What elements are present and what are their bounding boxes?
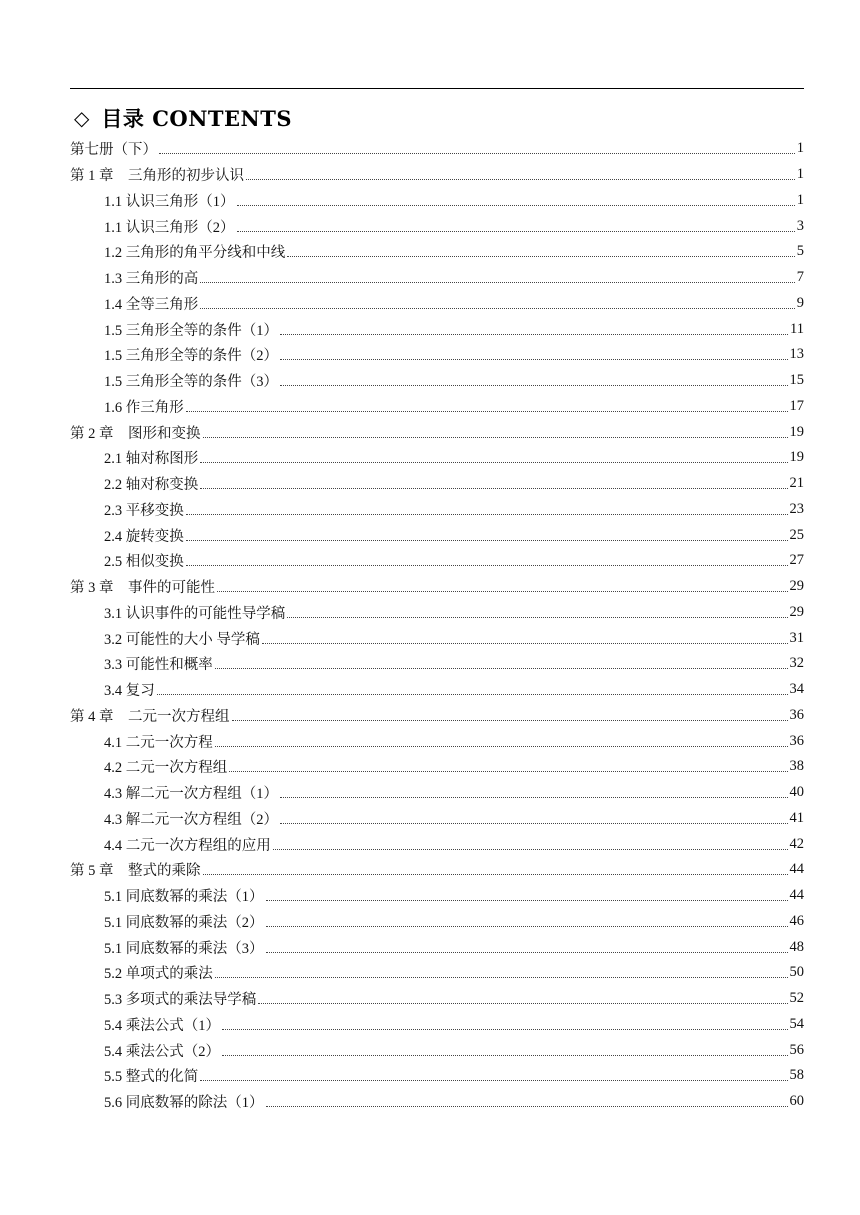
dot-leader	[215, 668, 788, 669]
toc-section-entry[interactable]	[70, 471, 804, 497]
toc-page-number: 38	[789, 758, 804, 775]
toc-page-number: 11	[790, 320, 804, 337]
toc-entry-label: 3.2 可能性的大小 导学稿	[104, 631, 260, 648]
toc-entry-label: 4.2 二元一次方程组	[104, 760, 228, 777]
toc-entry-label: 第 2 章 图形和变换	[70, 425, 201, 442]
toc-entry-label: 1.2 三角形的角平分线和中线	[104, 245, 286, 262]
toc-page-number: 52	[789, 990, 804, 1007]
toc-page-number: 3	[796, 217, 804, 234]
dot-leader	[203, 437, 788, 438]
toc-section-entry[interactable]	[70, 342, 804, 368]
dot-leader	[266, 926, 788, 927]
toc-section-entry[interactable]	[70, 960, 804, 986]
dot-leader	[215, 977, 788, 978]
toc-section-entry[interactable]	[70, 986, 804, 1012]
dot-leader	[200, 1080, 787, 1081]
toc-page-number: 1	[796, 140, 804, 157]
toc-page-number: 29	[789, 578, 804, 595]
diamond-icon: ◇	[74, 106, 90, 130]
toc-section-entry[interactable]	[70, 728, 804, 754]
dot-leader	[258, 1003, 787, 1004]
dot-leader	[266, 1106, 788, 1107]
toc-section-entry[interactable]	[70, 265, 804, 291]
toc-page-number: 58	[789, 1067, 804, 1084]
toc-section-entry[interactable]	[70, 1012, 804, 1038]
toc-section-entry[interactable]	[70, 368, 804, 394]
toc-page-number: 1	[796, 166, 804, 183]
toc-page-number: 44	[789, 887, 804, 904]
dot-leader	[217, 591, 788, 592]
toc-entry-label: 第 1 章 三角形的初步认识	[70, 168, 244, 185]
toc-entry-label: 5.1 同底数幂的乘法（2）	[104, 914, 264, 931]
toc-page-number: 60	[789, 1093, 804, 1110]
toc-page-number: 36	[789, 706, 804, 723]
toc-page-number: 32	[789, 655, 804, 672]
toc-page-number: 41	[789, 809, 804, 826]
toc-entry-label: 1.5 三角形全等的条件（1）	[104, 322, 278, 339]
top-rule	[70, 88, 804, 89]
toc-page-number: 13	[789, 346, 804, 363]
toc-page-number: 46	[789, 912, 804, 929]
dot-leader	[280, 359, 788, 360]
toc-entry-label: 5.5 整式的化简	[104, 1069, 199, 1086]
dot-leader	[157, 694, 788, 695]
toc-section-entry[interactable]	[70, 600, 804, 626]
toc-entry-label: 第 3 章 事件的可能性	[70, 580, 215, 597]
dot-leader	[266, 900, 788, 901]
toc-entry-label: 2.1 轴对称图形	[104, 451, 199, 468]
toc-entry-label: 3.4 复习	[104, 683, 155, 700]
toc-entry-label: 5.6 同底数幂的除法（1）	[104, 1095, 264, 1112]
toc-entry-label: 1.1 认识三角形（2）	[104, 219, 235, 236]
dot-leader	[203, 874, 788, 875]
toc-page-number: 56	[789, 1041, 804, 1058]
toc-entry-label: 第 4 章 二元一次方程组	[70, 708, 230, 725]
toc-page-number: 36	[789, 732, 804, 749]
toc-entry-label: 5.1 同底数幂的乘法（3）	[104, 940, 264, 957]
dot-leader	[237, 205, 795, 206]
toc-section-entry[interactable]	[70, 291, 804, 317]
toc-entry-label: 2.2 轴对称变换	[104, 477, 199, 494]
toc-entry-label: 1.4 全等三角形	[104, 296, 199, 313]
toc-page-number: 1	[796, 191, 804, 208]
toc-page-number: 34	[789, 681, 804, 698]
toc-page-number: 31	[789, 629, 804, 646]
toc-entry-label: 4.3 解二元一次方程组（1）	[104, 786, 278, 803]
dot-leader	[266, 952, 788, 953]
dot-leader	[159, 153, 795, 154]
toc-section-entry[interactable]	[70, 909, 804, 935]
toc-page-number: 17	[789, 397, 804, 414]
dot-leader	[186, 565, 788, 566]
toc-section-entry[interactable]	[70, 213, 804, 239]
toc-entry-label: 5.1 同底数幂的乘法（1）	[104, 889, 264, 906]
toc-page-number: 9	[796, 294, 804, 311]
toc-page-number: 50	[789, 964, 804, 981]
toc-section-entry[interactable]	[70, 806, 804, 832]
toc-section-entry[interactable]	[70, 445, 804, 471]
toc-entry-label: 2.4 旋转变换	[104, 528, 184, 545]
toc-chapter-entry[interactable]	[70, 574, 804, 600]
dot-leader	[186, 411, 788, 412]
toc-section-entry[interactable]	[70, 831, 804, 857]
dot-leader	[287, 617, 787, 618]
toc-section-entry[interactable]	[70, 548, 804, 574]
dot-leader	[222, 1029, 788, 1030]
toc-chapter-entry[interactable]	[70, 162, 804, 188]
toc-page-number: 23	[789, 500, 804, 517]
toc-page-number: 5	[796, 243, 804, 260]
dot-leader	[222, 1055, 788, 1056]
toc-section-entry[interactable]	[70, 780, 804, 806]
toc-entry-label: 5.3 多项式的乘法导学稿	[104, 992, 257, 1009]
toc-entry-label: 1.5 三角形全等的条件（2）	[104, 348, 278, 365]
dot-leader	[287, 256, 795, 257]
toc-heading	[74, 104, 292, 132]
toc-page-number: 27	[789, 552, 804, 569]
toc-section-entry[interactable]	[70, 934, 804, 960]
dot-leader	[200, 488, 787, 489]
dot-leader	[280, 823, 788, 824]
toc-section-entry[interactable]	[70, 883, 804, 909]
toc-entry-label: 2.3 平移变换	[104, 502, 184, 519]
toc-entry-label: 第 5 章 整式的乘除	[70, 863, 201, 880]
toc-chapter-entry[interactable]	[70, 857, 804, 883]
dot-leader	[200, 308, 795, 309]
toc-entry-label: 1.6 作三角形	[104, 399, 184, 416]
toc-chapter-entry[interactable]	[70, 703, 804, 729]
toc-section-entry[interactable]	[70, 625, 804, 651]
toc-section-entry[interactable]	[70, 651, 804, 677]
toc-entry-label: 第七册（下）	[70, 142, 157, 159]
dot-leader	[200, 462, 787, 463]
dot-leader	[262, 643, 788, 644]
toc-entry-label: 1.1 认识三角形（1）	[104, 193, 235, 210]
dot-leader	[280, 334, 788, 335]
toc-entry-label: 1.5 三角形全等的条件（3）	[104, 374, 278, 391]
toc-entry-label: 4.4 二元一次方程组的应用	[104, 837, 271, 854]
toc-entry-label: 5.2 单项式的乘法	[104, 966, 213, 983]
toc-page-number: 15	[789, 372, 804, 389]
toc-section-entry[interactable]	[70, 677, 804, 703]
dot-leader	[229, 771, 787, 772]
toc-page-number: 29	[789, 603, 804, 620]
toc-section-entry[interactable]	[70, 497, 804, 523]
dot-leader	[280, 797, 788, 798]
dot-leader	[280, 385, 788, 386]
toc-chapter-entry[interactable]	[70, 136, 804, 162]
toc-page-number: 54	[789, 1015, 804, 1032]
dot-leader	[237, 231, 795, 232]
toc-page-number: 42	[789, 835, 804, 852]
toc-entry-label: 1.3 三角形的高	[104, 271, 199, 288]
toc-page-number: 44	[789, 861, 804, 878]
toc-entry-label: 3.3 可能性和概率	[104, 657, 213, 674]
page-title: 目录 CONTENTS	[101, 106, 293, 131]
dot-leader	[186, 514, 788, 515]
toc-entry-label: 2.5 相似变换	[104, 554, 184, 571]
toc-entry-label: 4.3 解二元一次方程组（2）	[104, 811, 278, 828]
toc-entry-label: 4.1 二元一次方程	[104, 734, 213, 751]
toc-page-number: 19	[789, 423, 804, 440]
toc-entry-label: 5.4 乘法公式（2）	[104, 1043, 220, 1060]
dot-leader	[186, 540, 788, 541]
toc-section-entry[interactable]	[70, 522, 804, 548]
dot-leader	[200, 282, 795, 283]
toc-page-number: 48	[789, 938, 804, 955]
toc-page-number: 40	[789, 784, 804, 801]
toc-section-entry[interactable]	[70, 316, 804, 342]
dot-leader	[215, 746, 788, 747]
dot-leader	[246, 179, 795, 180]
toc-entry-label: 3.1 认识事件的可能性导学稿	[104, 605, 286, 622]
toc-page-number: 7	[796, 269, 804, 286]
toc-section-entry[interactable]	[70, 188, 804, 214]
toc-page-number: 25	[789, 526, 804, 543]
toc-entry-label: 5.4 乘法公式（1）	[104, 1017, 220, 1034]
dot-leader	[273, 849, 788, 850]
toc-chapter-entry[interactable]	[70, 419, 804, 445]
toc-section-entry[interactable]	[70, 394, 804, 420]
toc-section-entry[interactable]	[70, 1089, 804, 1115]
toc-page-number: 19	[789, 449, 804, 466]
dot-leader	[232, 720, 788, 721]
toc-page-number: 21	[789, 475, 804, 492]
toc-section-entry[interactable]	[70, 239, 804, 265]
table-of-contents	[70, 136, 804, 1115]
toc-section-entry[interactable]	[70, 754, 804, 780]
toc-section-entry[interactable]	[70, 1063, 804, 1089]
toc-section-entry[interactable]	[70, 1037, 804, 1063]
